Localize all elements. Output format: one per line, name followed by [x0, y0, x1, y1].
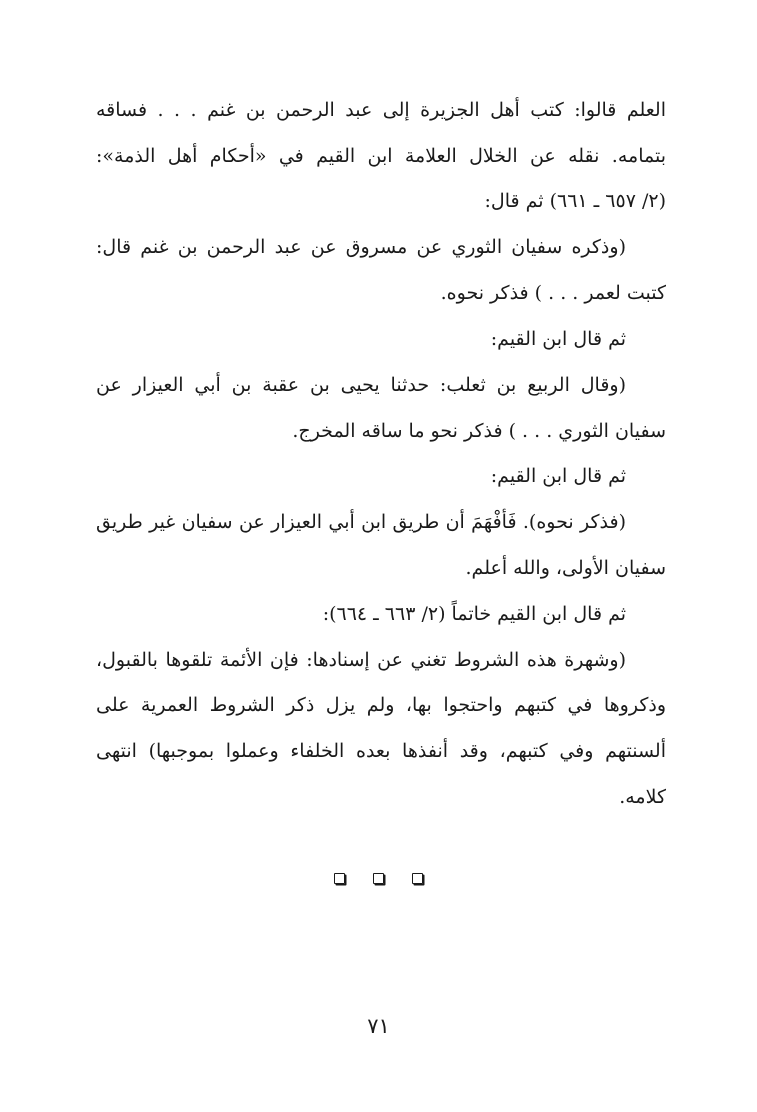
square-bullet-icon [334, 873, 345, 884]
text-line: (فذكر نحوه). فَأَفْهَمَ أن طريق ابن أبي العيزار عن سفيان غير طريق [96, 511, 626, 533]
text-line: كتبت لعمر . . . ) فذكر نحوه. [440, 282, 666, 304]
square-bullet-icon [373, 873, 384, 884]
text-line: (٢/ ٦٥٧ ـ ٦٦١) ثم قال: [484, 190, 666, 212]
text-line: ثم قال ابن القيم: [490, 328, 626, 350]
text-line: (وذكره سفيان الثوري عن مسروق عن عبد الرحمن بن غنم قال: [96, 236, 626, 258]
page-number: ٧١ [367, 1014, 390, 1038]
text-line: (وشهرة هذه الشروط تغني عن إسنادها: فإن الأئمة تلقوها بالقبول، [96, 649, 626, 671]
text-line: (وقال الربيع بن ثعلب: حدثنا يحيى بن عقبة بن أبي العيزار عن [96, 374, 626, 396]
section-separator [0, 873, 757, 884]
text-line: بتمامه. نقله عن الخلال العلامة ابن القيم في «أحكام أهل الذمة»: [96, 145, 666, 167]
text-line: ثم قال ابن القيم خاتماً (٢/ ٦٦٣ ـ ٦٦٤): [322, 603, 626, 625]
text-line: وذكروها في كتبهم واحتجوا بها، ولم يزل ذكر الشروط العمرية على [96, 694, 666, 716]
text-line: كلامه. [619, 786, 666, 808]
text-line: العلم قالوا: كتب أهل الجزيرة إلى عبد الرحمن بن غنم . . . فساقه [96, 99, 666, 121]
square-bullet-icon [412, 873, 423, 884]
text-line: ثم قال ابن القيم: [490, 465, 626, 487]
text-line: سفيان الثوري . . . ) فذكر نحو ما ساقه المخرج. [292, 420, 666, 442]
text-line: ألسنتهم وفي كتبهم، وقد أنفذها بعده الخلفاء وعملوا بموجبها) انتهى [96, 740, 666, 762]
text-line: سفيان الأولى، والله أعلم. [465, 557, 666, 579]
